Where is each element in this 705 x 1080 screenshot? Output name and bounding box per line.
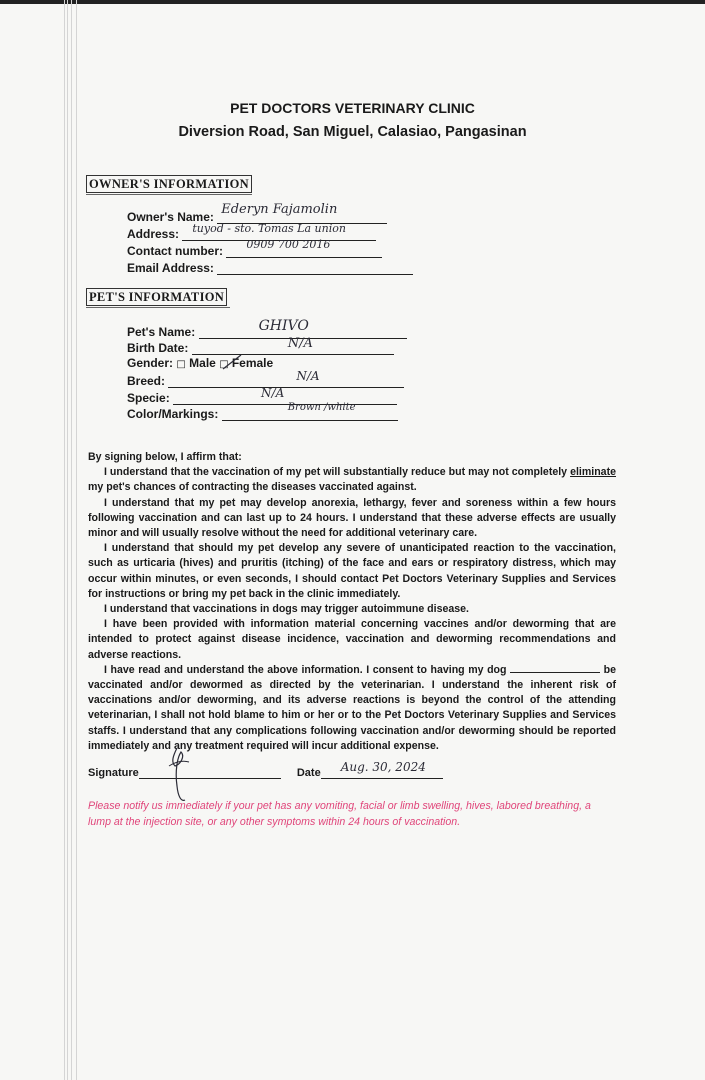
male-checkbox[interactable]: □ xyxy=(176,359,186,370)
heading-underline xyxy=(86,307,230,308)
handwritten-signature xyxy=(163,746,199,806)
pet-breed-label: Breed: xyxy=(127,374,166,388)
female-option-label: Female xyxy=(231,356,274,370)
female-checkbox-glyph: □ xyxy=(219,359,229,370)
owner-address-label: Address: xyxy=(127,227,180,241)
signature-label: Signature xyxy=(88,767,139,779)
scan-artifact-line xyxy=(64,0,65,1080)
eliminate-underlined: eliminate xyxy=(570,466,616,479)
owner-contact-value: 0909 700 2016 xyxy=(246,238,331,251)
pet-color-value: Brown /white xyxy=(287,402,356,413)
female-checkbox[interactable] xyxy=(219,359,232,370)
dog-name-blank[interactable] xyxy=(510,663,600,673)
pet-gender-label: Gender: xyxy=(127,356,174,370)
owner-name-value: Ederyn Fajamolin xyxy=(221,202,338,217)
owner-email-label: Email Address: xyxy=(127,261,214,275)
pet-name-row xyxy=(127,318,407,339)
consent-paragraph-4: I understand that vaccinations in dogs may trigger autoimmune disease. xyxy=(104,603,469,616)
owner-email-line[interactable] xyxy=(217,259,413,275)
date-label: Date xyxy=(296,767,321,779)
pet-gender-row xyxy=(127,356,273,372)
pet-color-line[interactable] xyxy=(222,402,398,421)
owner-email-row xyxy=(127,259,413,275)
owner-contact-row xyxy=(127,238,382,258)
clinic-name: PET DOCTORS VETERINARY CLINIC xyxy=(230,100,475,116)
heading-underline xyxy=(86,194,252,195)
consent-paragraph-3: I understand that should my pet develop any severe of unanticipated reaction to the vaccination, such as urticaria (hives) and pruritis (itching) of the face and ears or respiratory distress, which may occur within minutes, or even seconds, I should contact Pet Doctors Veterinary Supplies and Services for instructions or bring my pet back in the clinic immediately. xyxy=(88,542,616,600)
consent-intro: By signing below, I affirm that: xyxy=(88,451,242,463)
owner-section-heading: OWNER'S INFORMATION xyxy=(86,175,252,193)
owner-name-label: Owner's Name: xyxy=(127,210,214,224)
pet-specie-value: N/A xyxy=(261,386,285,400)
owner-contact-line[interactable] xyxy=(226,238,382,258)
scan-artifact-line xyxy=(71,0,72,1080)
pet-color-label: Color/Markings: xyxy=(127,407,219,421)
date-line[interactable] xyxy=(321,760,443,779)
scan-top-edge xyxy=(0,0,705,4)
pet-specie-line[interactable] xyxy=(173,386,397,405)
signature-line[interactable] xyxy=(139,766,281,779)
pet-name-value: GHIVO xyxy=(258,318,309,334)
pet-section-heading: PET'S INFORMATION xyxy=(86,288,227,306)
consent-text xyxy=(88,450,616,754)
consent-p6-text-end: be vaccinated and/or dewormed as directed by the veterinarian. I understand the inherent risk of vaccinations and/or deworming, and its adverse reactions is beyond the control of the attending veterinarian, I shall not hold blame to him or her or to the Pet Doctors Veterinary Supplies and Services staffs. I understand that any complications following vaccination and/or deworming should be reported immediately and any treatment required will incur additional expense. xyxy=(88,663,616,752)
owner-address-value: tuyod - sto. Tomas La union xyxy=(192,222,346,235)
scan-artifact-line xyxy=(67,0,68,1080)
pet-name-label: Pet's Name: xyxy=(127,325,196,339)
pet-specie-row xyxy=(127,386,397,405)
consent-paragraph-1 xyxy=(88,465,616,495)
consent-paragraph-6 xyxy=(88,663,616,754)
consent-p6-text: I have read and understand the above information. I consent to having my dog xyxy=(104,663,511,676)
date-value: Aug. 30, 2024 xyxy=(340,760,426,774)
consent-p1-text: I understand that the vaccination of my pet will substantially reduce but may not completely xyxy=(104,466,568,479)
consent-paragraph-5: I have been provided with information material concerning vaccines and/or deworming that are intended to protect against disease incidence, vaccination and deworming recommendations and adverse reactions. xyxy=(88,618,616,661)
pet-breed-value: N/A xyxy=(296,369,320,383)
pet-birth-value: N/A xyxy=(287,336,313,351)
consent-p1-text-end: my pet's chances of contracting the diseases vaccinated against. xyxy=(88,481,417,494)
male-option-label: Male xyxy=(189,356,216,370)
pet-breed-line[interactable] xyxy=(168,369,404,388)
pet-specie-label: Specie: xyxy=(127,391,170,405)
consent-paragraph-2: I understand that my pet may develop anorexia, lethargy, fever and soreness within a few hours following vaccination and can last up to 24 hours. I understand that these adverse effects are usually minor and will usually resolve without the need for additional veterinary care. xyxy=(88,496,616,540)
clinic-address: Diversion Road, San Miguel, Calasiao, Pangasinan xyxy=(178,124,527,140)
scan-artifact-line xyxy=(76,0,77,1080)
owner-contact-label: Contact number: xyxy=(127,244,223,258)
pet-color-row xyxy=(127,402,398,421)
pet-birth-label: Birth Date: xyxy=(127,341,189,355)
signature-row xyxy=(88,760,443,779)
pet-birth-row xyxy=(127,336,394,355)
post-vaccination-notice: Please notify us immediately if your pet has any vomiting, facial or limb swelling, hives, labored breathing, a lump at the injection site, or any other symptoms within 24 hours of vaccination. xyxy=(88,800,591,828)
